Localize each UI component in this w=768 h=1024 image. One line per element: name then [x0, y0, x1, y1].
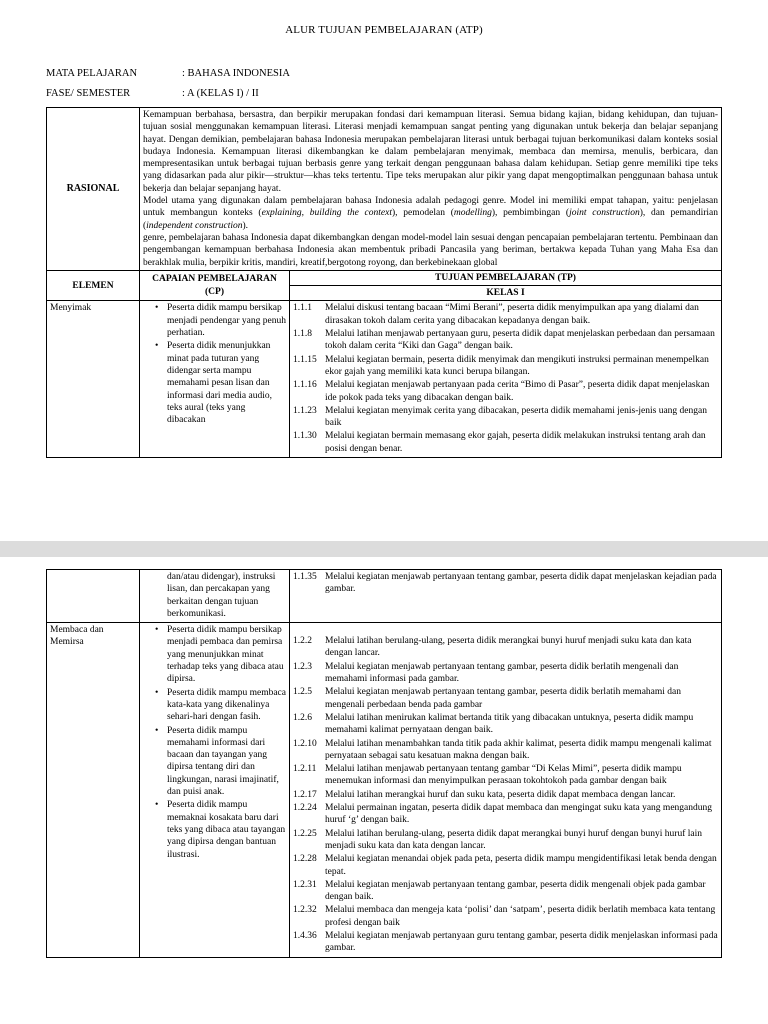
tp-number: 1.1.23 — [293, 405, 317, 416]
membaca-row — [47, 623, 722, 957]
tp-text: Melalui membaca dan mengeja kata ‘polisi’ dan ‘satpam’, peserta didik berlatih membaca kata tentang profesi dengan baik — [325, 905, 716, 928]
tp-number: 1.1.30 — [293, 431, 317, 442]
tp-number: 1.2.2 — [293, 636, 312, 647]
header-row — [47, 270, 722, 285]
tp-text: Melalui kegiatan menjawab pertanyaan tentang gambar, peserta didik mengenali objek pada gambar dengan baik. — [325, 879, 706, 903]
cp-list — [143, 624, 286, 861]
tp-item — [293, 904, 718, 929]
tp-number: 1.2.10 — [293, 738, 317, 749]
tp-item — [293, 712, 718, 737]
tp-item — [293, 802, 718, 827]
tp-text: Melalui kegiatan menandai objek pada peta, peserta didik mampu mengidentifikasi letak benda dengan tepat. — [325, 854, 717, 877]
cp-list — [143, 302, 286, 426]
tp-number: 1.2.5 — [293, 687, 312, 698]
document-page-2 — [0, 557, 768, 1024]
tp-number: 1.1.15 — [293, 354, 317, 365]
tp-item — [293, 405, 718, 430]
tp-item — [293, 879, 718, 904]
list-item: • Peserta didik mampu memaknai kosakata baru dari teks yang dibaca atau tayangan yang dipirsa dengan bantuan ilustrasi. — [157, 799, 286, 860]
tp-text: Melalui kegiatan menjawab pertanyaan guru tentang gambar, peserta didik menjelaskan informasi pada gambar. — [325, 931, 718, 954]
tp-number: 1.2.6 — [293, 712, 312, 723]
tp-item — [293, 354, 718, 379]
tp-item — [293, 930, 718, 955]
tp-text: Melalui latihan menjawab pertanyaan guru, peserta didik dapat menjelaskan perbedaan dan persamaan tokoh dalam cerita “Kiki dan Gaga” dengan baik. — [325, 329, 715, 352]
elemen-cell: Menyimak — [47, 301, 140, 458]
tp-text: Melalui kegiatan bermain, peserta didik menyimak dan mengikuti instruksi permainan menempelkan ekor gajah yang memiliki kata kunci berupa bilangan. — [325, 354, 709, 377]
meta-key: FASE/ SEMESTER — [46, 88, 131, 99]
tp-number: 1.1.1 — [293, 303, 312, 314]
tp-cell — [290, 301, 722, 458]
meta-value: : BAHASA INDONESIA — [182, 68, 290, 79]
list-item: • Peserta didik menunjukkan minat pada tuturan yang didengar serta mampu memahami pesan lisan dan informasi dari media audio, teks aural (teks yang dibacakan — [157, 340, 286, 426]
tp-number: 1.2.31 — [293, 879, 317, 890]
cp-cell — [140, 570, 290, 623]
rasional-row — [47, 108, 722, 271]
cp-cell — [140, 623, 290, 957]
tp-item — [293, 328, 718, 353]
tp-item — [293, 738, 718, 763]
tp-text: Melalui kegiatan menjawab pertanyaan tentang gambar, peserta didik berlatih memahami dan mengenali perbedaan benda pada gambar — [325, 687, 681, 710]
tp-text: Melalui latihan menambahkan tanda titik pada akhir kalimat, peserta didik mampu mengenali kalimat pernyataan sebagai satu kesatuan makna dengan baik. — [325, 738, 712, 761]
meta-value: : A (KELAS I) / II — [182, 88, 259, 99]
tp-number: 1.2.32 — [293, 905, 317, 916]
tp-text: Melalui kegiatan menjawab pertanyaan tentang gambar, peserta didik berlatih mengenali dan memahami informasi pada gambar. — [325, 661, 679, 685]
tp-item — [293, 379, 718, 404]
list-item: dan/atau didengar), instruksi lisan, dan percakapan yang berkaitan dengan tujuan berkomunikasi. — [167, 572, 276, 619]
tp-item — [293, 853, 718, 878]
tp-text: Melalui permainan ingatan, peserta didik dapat membaca dan mengingat suku kata yang mengandung huruf ‘g’ dengan baik. — [325, 803, 712, 826]
tp-number: 1.1.35 — [293, 572, 317, 582]
tp-number: 1.1.8 — [293, 329, 312, 340]
tp-item — [293, 635, 718, 660]
rasional-paragraph: Kemampuan berbahasa, bersastra, dan berpikir merupakan fondasi dari kemampuan literasi. Semua bidang kajian, bidang kehidupan, dan tujuan-tujuan sosial menggunakan kemampuan literasi. Literasi menjadi kemampuan sangat penting yang digunakan untuk bekerja dan belajar sepanjang hayat. Dengan demikian, pembelajaran bahasa Indonesia merupakan pembelajaran literasi untuk berbagai tujuan berkomunikasi dalam konteks sosial budaya Indonesia. Kemampuan literasi dikembangkan ke dalam pembelajaran menyimak, membaca dan memirsa, menulis, berbicara, dan mempresentasikan untuk berbagai tujuan berbasis genre yang terkait dengan penggunaan bahasa dalam kehidupan. Setiap genre memiliki tipe teks yang didasarkan pada alur pikir—struktur—khas teks tertentu. Tipe teks merupakan alur pikir yang dapat mengoptimalkan penggunaan bahasa untuk bekerja dan belajar sepanjang hayat. — [143, 110, 718, 194]
rasional-label: RASIONAL — [47, 108, 140, 271]
rasional-paragraph: genre, pembelajaran bahasa Indonesia dapat dikembangkan dengan model-model lain sesuai dengan pencapaian pembelajaran tertentu. Pembinaan dan pengembangan kemampuan berbahasa Indonesia akan membentuk pribadi Pancasila yang beriman, bertakwa kepada Tuhan yang Maha Esa dan berakhlak mulia, berpikir kritis, mandiri, kreatif,bergotong royong, dan berkebinekaan global — [143, 232, 718, 268]
atp-table-page-2 — [46, 569, 722, 958]
elemen-cell: Membaca dan Memirsa — [47, 623, 140, 957]
menyimak-continued-row — [47, 570, 722, 623]
rasional-text — [140, 108, 722, 271]
cp-list — [143, 571, 286, 620]
tp-number: 1.2.17 — [293, 789, 317, 800]
document-title: ALUR TUJUAN PEMBELAJARAN (ATP) — [285, 24, 483, 36]
tp-text: Melalui latihan berulang-ulang, peserta didik dapat merangkai bunyi huruf dengan bunyi huruf lain menjadi suku kata dan kata dengan lancar. — [325, 828, 702, 851]
tp-text: Melalui latihan berulang-ulang, peserta didik merangkai bunyi huruf menjadi suku kata dan kata dengan lancar. — [325, 636, 692, 659]
tp-item — [293, 789, 718, 801]
rasional-paragraph: Model utama yang digunakan dalam pembelajaran bahasa Indonesia adalah pedagogi genre. Model ini memiliki empat tahapan, yaitu: penjelasan untuk membangun konteks (explaining, building the context), pemodelan (modelling), pembimbingan (joint construction), dan pemandirian (independent construction). — [143, 196, 718, 231]
list-item: • Peserta didik mampu bersikap menjadi pendengar yang penuh perhatian. — [157, 302, 286, 339]
elemen-cell — [47, 570, 140, 623]
header-kelas: KELAS I — [290, 286, 722, 301]
tp-text: Melalui kegiatan menyimak cerita yang dibacakan, peserta didik memahami jenis-jenis uang dengan baik — [325, 405, 707, 429]
tp-cell — [290, 570, 722, 623]
tp-text: Melalui kegiatan menjawab pertanyaan pada cerita “Bimo di Pasar”, peserta didik dapat menjelaskan ide pokok pada teks yang dibacakan dengan baik. — [325, 380, 710, 403]
tp-text: Melalui latihan merangkai huruf dan suku kata, peserta didik dapat membaca dengan lancar. — [325, 789, 676, 800]
meta-key: MATA PELAJARAN — [46, 68, 138, 79]
list-item: • Peserta didik mampu bersikap menjadi pembaca dan pemirsa yang menunjukkan minat terhadap teks yang dibaca atau dipirsa. — [157, 624, 286, 685]
tp-item — [293, 828, 718, 853]
tp-text: Melalui kegiatan menjawab pertanyaan tentang gambar, peserta didik dapat menjelaskan kejadian pada gambar. — [325, 572, 717, 595]
tp-item — [293, 430, 718, 455]
tp-item — [293, 302, 718, 327]
tp-item — [293, 763, 718, 788]
tp-text: Melalui latihan menjawab pertanyaan tentang gambar “Di Kelas Mimi”, peserta didik mampu menemukan informasi dan menyimpulkan perasaan tokohtokoh pada gambar dengan baik — [325, 764, 682, 787]
list-item: • Peserta didik mampu memahami informasi dari bacaan dan tayangan yang dipirsa tentang diri dan lingkungan, narasi imajinatif, dan puisi anak. — [157, 725, 286, 799]
tp-item — [293, 686, 718, 711]
tp-cell — [290, 623, 722, 957]
tp-number: 1.2.24 — [293, 803, 317, 814]
atp-table-page-1 — [46, 107, 722, 458]
tp-number: 1.2.28 — [293, 854, 317, 865]
header-elemen: ELEMEN — [47, 270, 140, 301]
tp-number: 1.4.36 — [293, 931, 317, 942]
tp-item — [293, 571, 718, 596]
list-item: • Peserta didik mampu membaca kata-kata yang dikenalinya sehari-hari dengan fasih. — [157, 687, 286, 724]
tp-text: Melalui kegiatan bermain memasang ekor gajah, peserta didik melakukan instruksi tentang arah dan posisi dengan benar. — [325, 431, 706, 454]
header-cp: CAPAIAN PEMBELAJARAN (CP) — [140, 270, 290, 301]
tp-number: 1.2.11 — [293, 764, 317, 775]
tp-number: 1.1.16 — [293, 380, 317, 391]
tp-number: 1.2.3 — [293, 661, 312, 672]
tp-number: 1.2.25 — [293, 828, 317, 839]
tp-item — [293, 661, 718, 686]
tp-text: Melalui diskusi tentang bacaan “Mimi Berani”, peserta didik menyimpulkan apa yang dialami dan dirasakan tokoh dalam cerita yang dibacakan kepadanya dengan baik. — [325, 303, 699, 326]
header-tp: TUJUAN PEMBELAJARAN (TP) — [290, 270, 722, 285]
menyimak-row — [47, 301, 722, 458]
cp-cell — [140, 301, 290, 458]
tp-text: Melalui latihan menirukan kalimat bertanda titik yang dibacakan untuknya, peserta didik mampu memahami kalimat pernyataan dengan baik. — [325, 712, 694, 736]
